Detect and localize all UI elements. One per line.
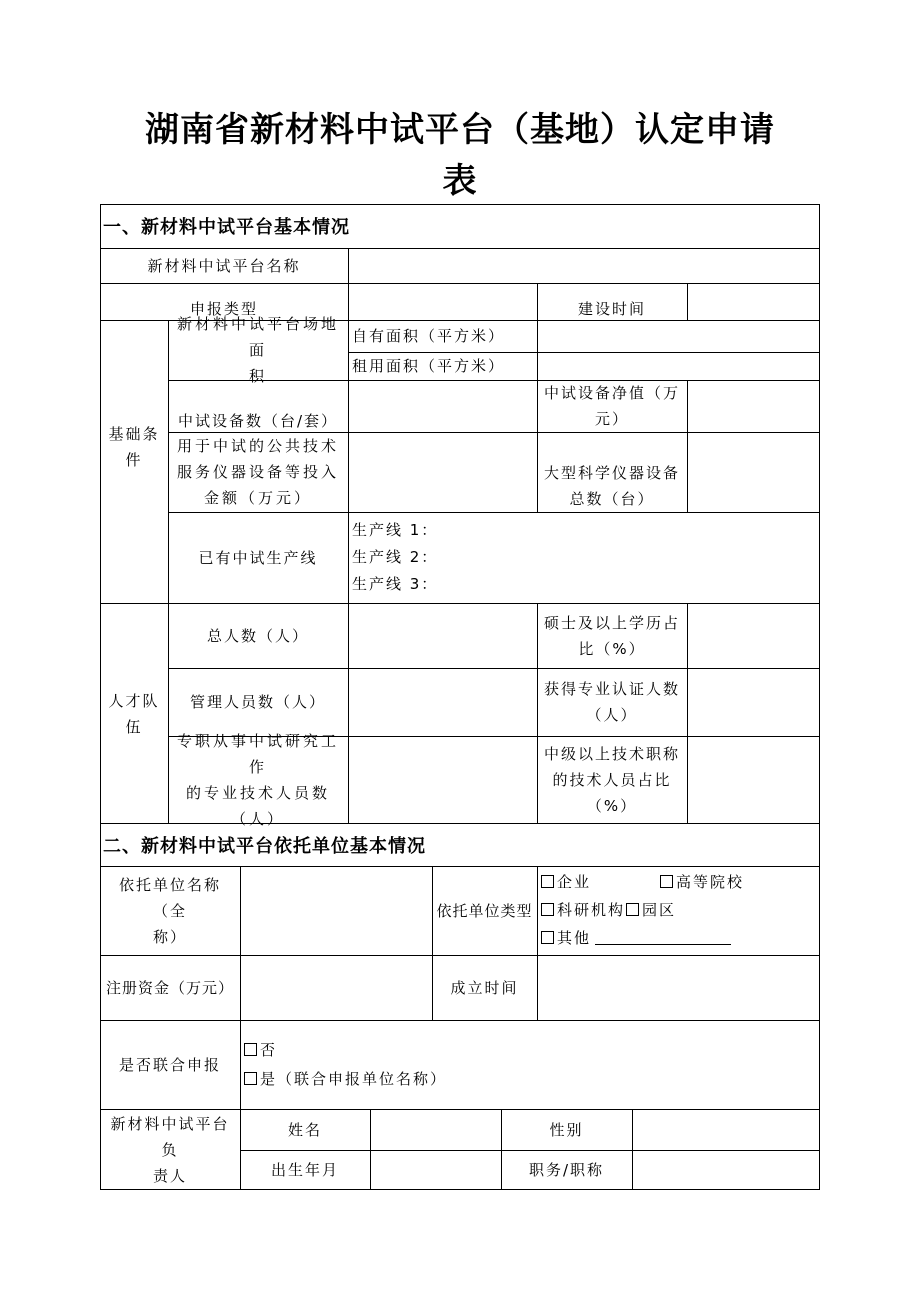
unit-name-field[interactable] <box>240 866 432 955</box>
checkbox-icon[interactable] <box>660 875 673 888</box>
checkbox-icon[interactable] <box>541 931 554 944</box>
production-line-1[interactable]: 生产线 1： <box>352 521 439 539</box>
name-label: 姓名 <box>287 1120 322 1139</box>
application-type-label: 申报类型 <box>189 299 258 318</box>
masters-ratio-label: 硕士及以上学历占 比（%） <box>543 613 680 658</box>
production-lines-label: 已有中试生产线 <box>198 548 318 567</box>
checkbox-icon[interactable] <box>244 1043 257 1056</box>
certified-label: 获得专业认证人数 （人） <box>543 680 680 724</box>
checkbox-icon[interactable] <box>626 903 639 916</box>
registered-capital-label: 注册资金（万元） <box>105 978 234 997</box>
public-service-investment-field[interactable] <box>348 432 537 512</box>
public-service-investment-label: 用于中试的公共技术 服务仪器设备等投入 金额（万元） <box>176 437 339 507</box>
talent-team-group-label: 人才队 伍 <box>108 692 160 736</box>
large-instruments-field[interactable] <box>687 432 820 512</box>
equipment-net-value-field[interactable] <box>687 380 820 432</box>
checkbox-icon[interactable] <box>244 1072 257 1085</box>
checkbox-icon[interactable] <box>541 903 554 916</box>
certified-field[interactable] <box>687 668 820 736</box>
section-heading-basic-info: 一、新材料中试平台基本情况 <box>103 217 350 238</box>
joint-application-label: 是否联合申报 <box>118 1055 221 1074</box>
position-field[interactable] <box>632 1150 820 1190</box>
section-heading-host-unit: 二、新材料中试平台依托单位基本情况 <box>103 835 426 857</box>
build-time-field[interactable] <box>687 283 820 320</box>
mid-level-title-label: 中级以上技术职称 的技术人员占比 （%） <box>543 744 680 815</box>
unit-type-option-park[interactable]: 园区 <box>626 900 676 920</box>
build-time-label: 建设时间 <box>577 299 646 318</box>
unit-type-option-university[interactable]: 高等院校 <box>660 872 744 892</box>
equipment-net-value-label: 中试设备净值（万 元） <box>543 384 680 428</box>
basic-conditions-group-label: 基础条 件 <box>108 424 160 469</box>
page-title-line-2: 表 <box>442 161 478 201</box>
gender-label: 性别 <box>549 1120 584 1139</box>
unit-type-label: 依托单位类型 <box>436 901 533 920</box>
site-area-label: 新材料中试平台场地面 积 <box>176 315 339 385</box>
mid-level-title-field[interactable] <box>687 736 820 823</box>
large-instruments-label: 大型科学仪器设备 总数（台） <box>543 464 680 508</box>
total-people-field[interactable] <box>348 603 537 668</box>
unit-type-option-enterprise[interactable]: 企业 <box>541 872 591 892</box>
production-line-3[interactable]: 生产线 3： <box>352 575 439 593</box>
page-title-line-1: 湖南省新材料中试平台（基地）认定申请 <box>145 110 775 150</box>
production-line-2[interactable]: 生产线 2： <box>352 548 439 566</box>
registered-capital-field[interactable] <box>240 955 432 1020</box>
unit-name-label: 依托单位名称（全 称） <box>118 875 221 946</box>
unit-type-option-research-institute[interactable]: 科研机构 <box>541 900 625 920</box>
leased-area-label: 租用面积（平方米） <box>352 357 506 375</box>
other-type-underline-field[interactable] <box>595 930 731 945</box>
birth-field[interactable] <box>370 1150 501 1190</box>
equipment-count-field[interactable] <box>348 380 537 432</box>
research-staff-label: 专职从事中试研究工作 的专业技术人员数 （人） <box>176 731 339 828</box>
unit-type-option-other[interactable]: 其他 <box>541 928 731 948</box>
leader-label: 新材料中试平台负 责人 <box>110 1114 230 1185</box>
founded-time-label: 成立时间 <box>450 978 519 997</box>
gender-field[interactable] <box>632 1109 820 1150</box>
managers-field[interactable] <box>348 668 537 736</box>
application-type-field[interactable] <box>348 283 537 320</box>
checkbox-icon[interactable] <box>541 875 554 888</box>
platform-name-field[interactable] <box>348 248 820 283</box>
leased-area-field[interactable] <box>537 352 820 380</box>
managers-label: 管理人员数（人） <box>189 693 326 711</box>
total-people-label: 总人数（人） <box>206 626 309 645</box>
owned-area-label: 自有面积（平方米） <box>352 327 506 345</box>
joint-application-option-yes[interactable]: 是（联合申报单位名称） <box>244 1069 447 1089</box>
owned-area-field[interactable] <box>537 320 820 352</box>
equipment-count-label: 中试设备数（台/套） <box>177 412 339 430</box>
masters-ratio-field[interactable] <box>687 603 820 668</box>
platform-name-label: 新材料中试平台名称 <box>147 256 301 275</box>
name-field[interactable] <box>370 1109 501 1150</box>
research-staff-field[interactable] <box>348 736 537 823</box>
founded-time-field[interactable] <box>537 955 820 1020</box>
birth-label: 出生年月 <box>270 1161 339 1179</box>
joint-application-option-no[interactable]: 否 <box>244 1040 277 1060</box>
position-label: 职务/职称 <box>528 1161 605 1179</box>
